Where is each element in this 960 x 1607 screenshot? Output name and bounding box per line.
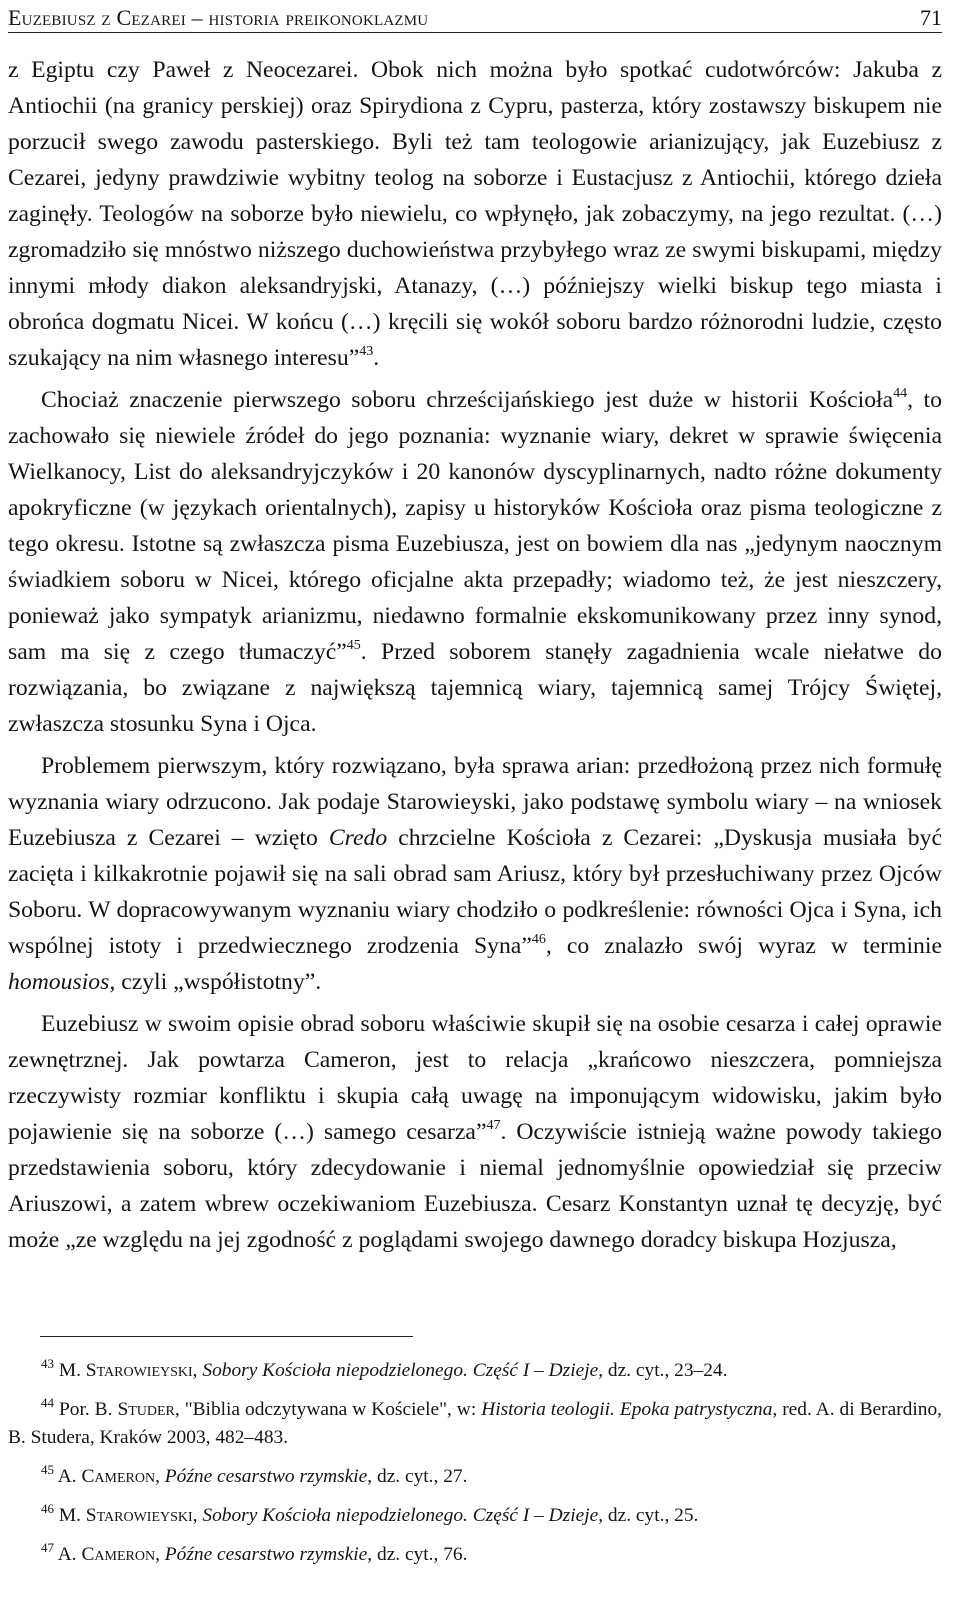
page-header	[8, 2, 942, 33]
main-text	[8, 52, 942, 1258]
footnote-ref-46[interactable]: 46	[531, 932, 546, 948]
footnote-44: $^{44}$ Por. B. Studer, "Biblia odczytywana w Kościele", w: Historia teologii. Epoka patrystyczna, red. A. di Berardino, B. Studera, Kraków 2003, 482–483.	[8, 1394, 942, 1448]
footnote-46: $^{46}$ M. Starowieyski, Sobory Kościoła niepodzielonego. Część I – Dzieje, dz. cyt., 25.	[41, 1500, 699, 1526]
paragraph-2: Chociaż znaczenie pierwszego soboru chrześcijańskiego jest duże w historii Kościoła$^{44}$, to zachowało się niewiele źródeł do jego poznania: wyznanie wiary, dekret w sprawie święcenia Wielkanocy, List do aleksandryjczyków i 20 kanonów dyscyplinarnych, nadto różne dokumenty apokryficzne (w językach orientalnych), zapisy u historyków Kościoła oraz pisma teologiczne z tego okresu. Istotne są zwłaszcza pisma Euzebiusza, jest on bowiem dla nas „jedynym naocznym świadkiem soboru w Nicei, którego oficjalne akta przepadły; wiadomo też, że jest nieszczery, ponieważ jako sympatyk arianizmu, niedawno formalnie ekskomunikowany przez inny synod, sam ma się z czego tłumaczyć”$^{45}$. Przed soborem stanęły zagadnienia wcale niełatwe do rozwiązania, bo związane z największą tajemnicą wiary, tajemnicą samej Trójcy Świętej, zwłaszcza stosunku Syna i Ojca.	[8, 386, 942, 737]
footnote-separator	[40, 1336, 413, 1337]
paragraph-4: Euzebiusz w swoim opisie obrad soboru właściwie skupił się na osobie cesarza i całej oprawie zewnętrznej. Jak powtarza Cameron, jest to relacja „krańcowo nieszczera, pomniejsza rzeczywisty rozmiar konfliktu i skupia całą uwagę na imponującym widowisku, jakim było pojawienie się na soborze (…) samego cesarza”$^{47}$. Oczywiście istnieją ważne powody takiego przedstawienia soboru, który zdecydowanie i niemal jednomyślnie opowiedział się przeciw Ariuszowi, a zatem wbrew oczekiwaniom Euzebiusza. Cesarz Konstantyn uznał tę decyzję, być może „ze względu na jej zgodność z poglądami swojego dawnego doradcy biskupa Hozjusza,	[8, 1011, 942, 1253]
footnote-43: $^{43}$ M. Starowieyski, Sobory Kościoła niepodzielonego. Część I – Dzieje, dz. cyt., 23–24.	[41, 1355, 728, 1381]
running-title: Euzebiusz z Cezarei – historia preikonoklazmu	[8, 5, 429, 30]
paragraph-3: Problemem pierwszym, który rozwiązano, była sprawa arian: przedłożoną przez nich formułę wyznania wiary odrzucono. Jak podaje Starowieyski, jako podstawę symbolu wiary – na wniosek Euzebiusza z Cezarei – wzięto Credo chrzcielne Kościoła z Cezarei: „Dyskusja musiała być zacięta i kilkakrotnie pojawił się na sali obrad sam Ariusz, który był przesłuchiwany przez Ojców Soboru. W dopracowywanym wyznaniu wiary chodziło o podkreślenie: równości Ojca i Syna, ich wspólnej istoty i przedwiecznego zrodzenia Syna”$^{46}$, co znalazło swój wyraz w terminie homousios, czyli „współistotny”.	[8, 753, 942, 995]
footnote-45: $^{45}$ A. Cameron, Późne cesarstwo rzymskie, dz. cyt., 27.	[41, 1461, 468, 1487]
footnote-ref-43[interactable]: 43	[359, 344, 374, 360]
footnote-ref-45[interactable]: 45	[346, 638, 361, 654]
footnote-47: $^{47}$ A. Cameron, Późne cesarstwo rzymskie, dz. cyt., 76.	[41, 1539, 468, 1565]
paragraph-1: z Egiptu czy Paweł z Neocezarei. Obok nich można było spotkać cudotwórców: Jakuba z Antiochii (na granicy perskiej) oraz Spirydiona z Cypru, pasterza, który zostawszy biskupem nie porzucił swego zawodu pasterskiego. Byli też tam teologowie arianizujący, jak Euzebiusz z Cezarei, jedyny prawdziwie wybitny teolog na soborze i Eustacjusz z Antiochii, którego dzieła zaginęły. Teologów na soborze było niewielu, co wpłynęło, jak zobaczymy, na jego rezultat. (…) zgromadziło się mnóstwo niższego duchowieństwa przybyłego wraz ze swymi biskupami, między innymi młody diakon aleksandryjski, Atanazy, (…) późniejszy wielki biskup tego miasta i obrońca dogmatu Nicei. W końcu (…) kręcili się wokół soboru bardzo różnorodni ludzie, często szukający na nim własnego interesu”$^{43}$.	[8, 57, 942, 371]
footnote-ref-47[interactable]: 47	[486, 1118, 501, 1134]
footnote-ref-44[interactable]: 44	[893, 386, 908, 402]
footnotes	[8, 1357, 942, 1580]
page-number: 71	[920, 5, 942, 30]
